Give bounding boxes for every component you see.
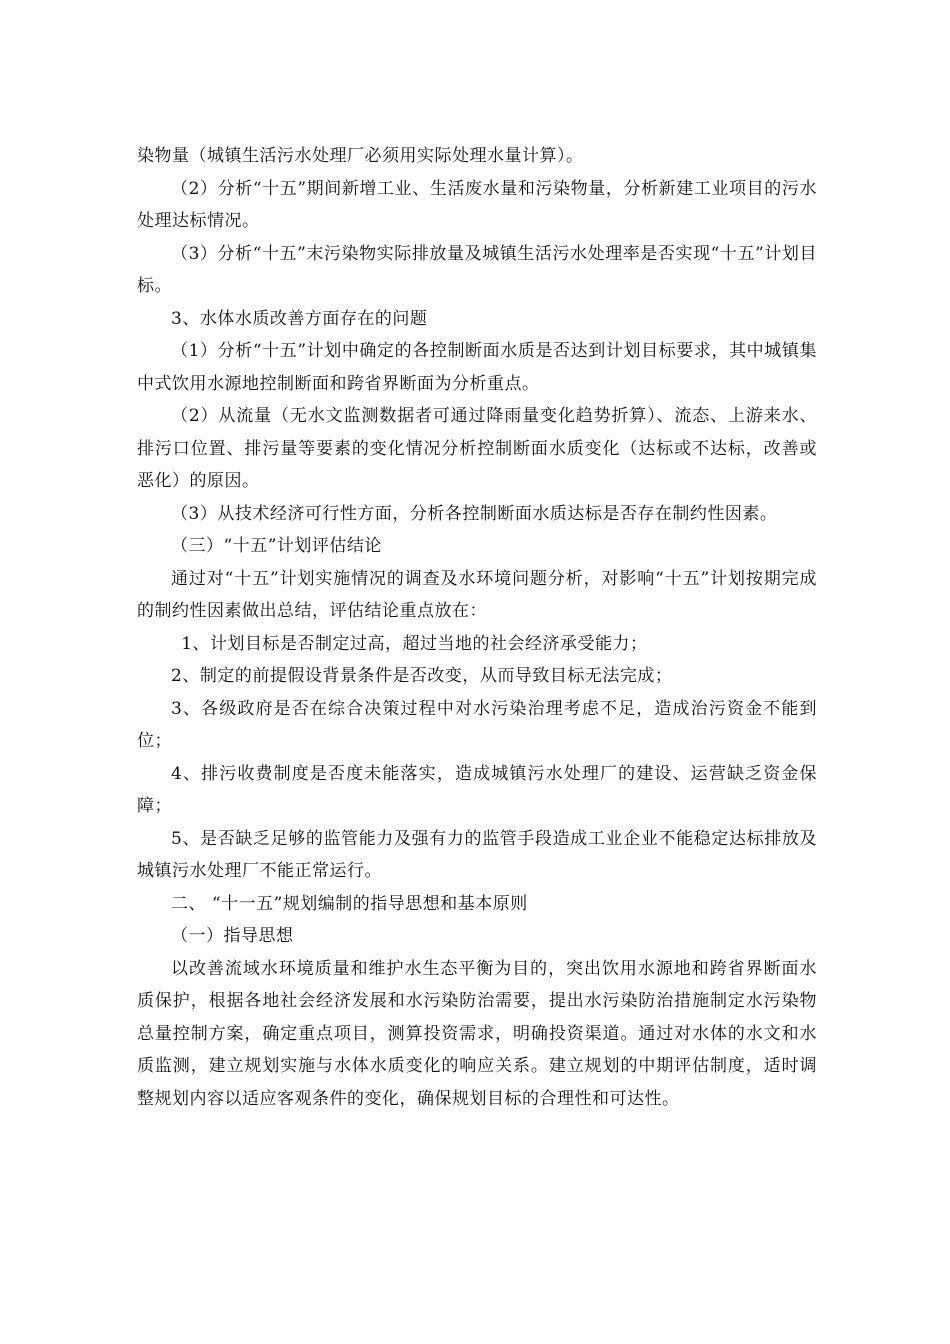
paragraph-conclusion-intro: 通过对“十五”计划实施情况的调查及水环境问题分析，对影响“十五”计划按期完成的制约性因素做出总结，评估结论重点放在：	[137, 568, 817, 621]
list-item-2: 2、制定的前提假设背景条件是否改变，从而导致目标无法完成；	[171, 666, 673, 686]
document-body	[137, 140, 817, 1115]
chapter-heading-guidelines: 二、 “十一五”规划编制的指导思想和基本原则	[171, 893, 528, 914]
paragraph-item-1: （1）分析“十五”计划中确定的各控制断面水质是否达到计划目标要求，其中城镇集中式饮用水源地控制断面和跨省界断面为分析重点。	[137, 341, 817, 394]
paragraph-item-2: （2）从流量（无水文监测数据者可通过降雨量变化趋势折算）、流态、上游来水、排污口位置、排污量等要素的变化情况分析控制断面水质变化（达标或不达标，改善或恶化）的原因。	[137, 406, 817, 491]
list-item-4: 4、排污收费制度是否度未能落实，造成城镇污水处理厂的建设、运营缺乏资金保障；	[137, 763, 817, 816]
section-heading-water-quality: 3、水体水质改善方面存在的问题	[171, 308, 428, 329]
paragraph-continuation: 染物量（城镇生活污水处理厂必须用实际处理水量计算）。	[137, 146, 584, 166]
paragraph-item-2: （2）分析“十五”期间新增工业、生活废水量和污染物量，分析新建工业项目的污水处理达标情况。	[137, 178, 817, 231]
list-item-1: 1、计划目标是否制定过高，超过当地的社会经济承受能力；	[181, 633, 648, 654]
paragraph-guiding-thought: 以改善流域水环境质量和维护水生态平衡为目的，突出饮用水源地和跨省界断面水质保护，根据各地社会经济发展和水污染防治需要，提出水污染防治措施制定水污染物总量控制方案，确定重点项目，测算投资需求，明确投资渠道。通过对水体的水文和水质监测，建立规划实施与水体水质变化的响应关系。建立规划的中期评估制度，适时调整规划内容以适应客观条件的变化，确保规划目标的合理性和可达性。	[137, 958, 817, 1109]
section-heading-conclusion: （三）“十五”计划评估结论	[171, 536, 382, 556]
list-item-5: 5、是否缺乏足够的监管能力及强有力的监管手段造成工业企业不能稳定达标排放及城镇污水处理厂不能正常运行。	[137, 828, 817, 881]
paragraph-item-3: （3）分析“十五”末污染物实际排放量及城镇生活污水处理率是否实现“十五”计划目标。	[137, 243, 817, 296]
list-item-3: 3、各级政府是否在综合决策过程中对水污染治理考虑不足，造成治污资金不能到位；	[137, 698, 817, 751]
paragraph-item-3: （3）从技术经济可行性方面，分析各控制断面水质达标是否存在制约性因素。	[171, 503, 778, 524]
section-heading-guiding-thought: （一）指导思想	[171, 926, 294, 946]
